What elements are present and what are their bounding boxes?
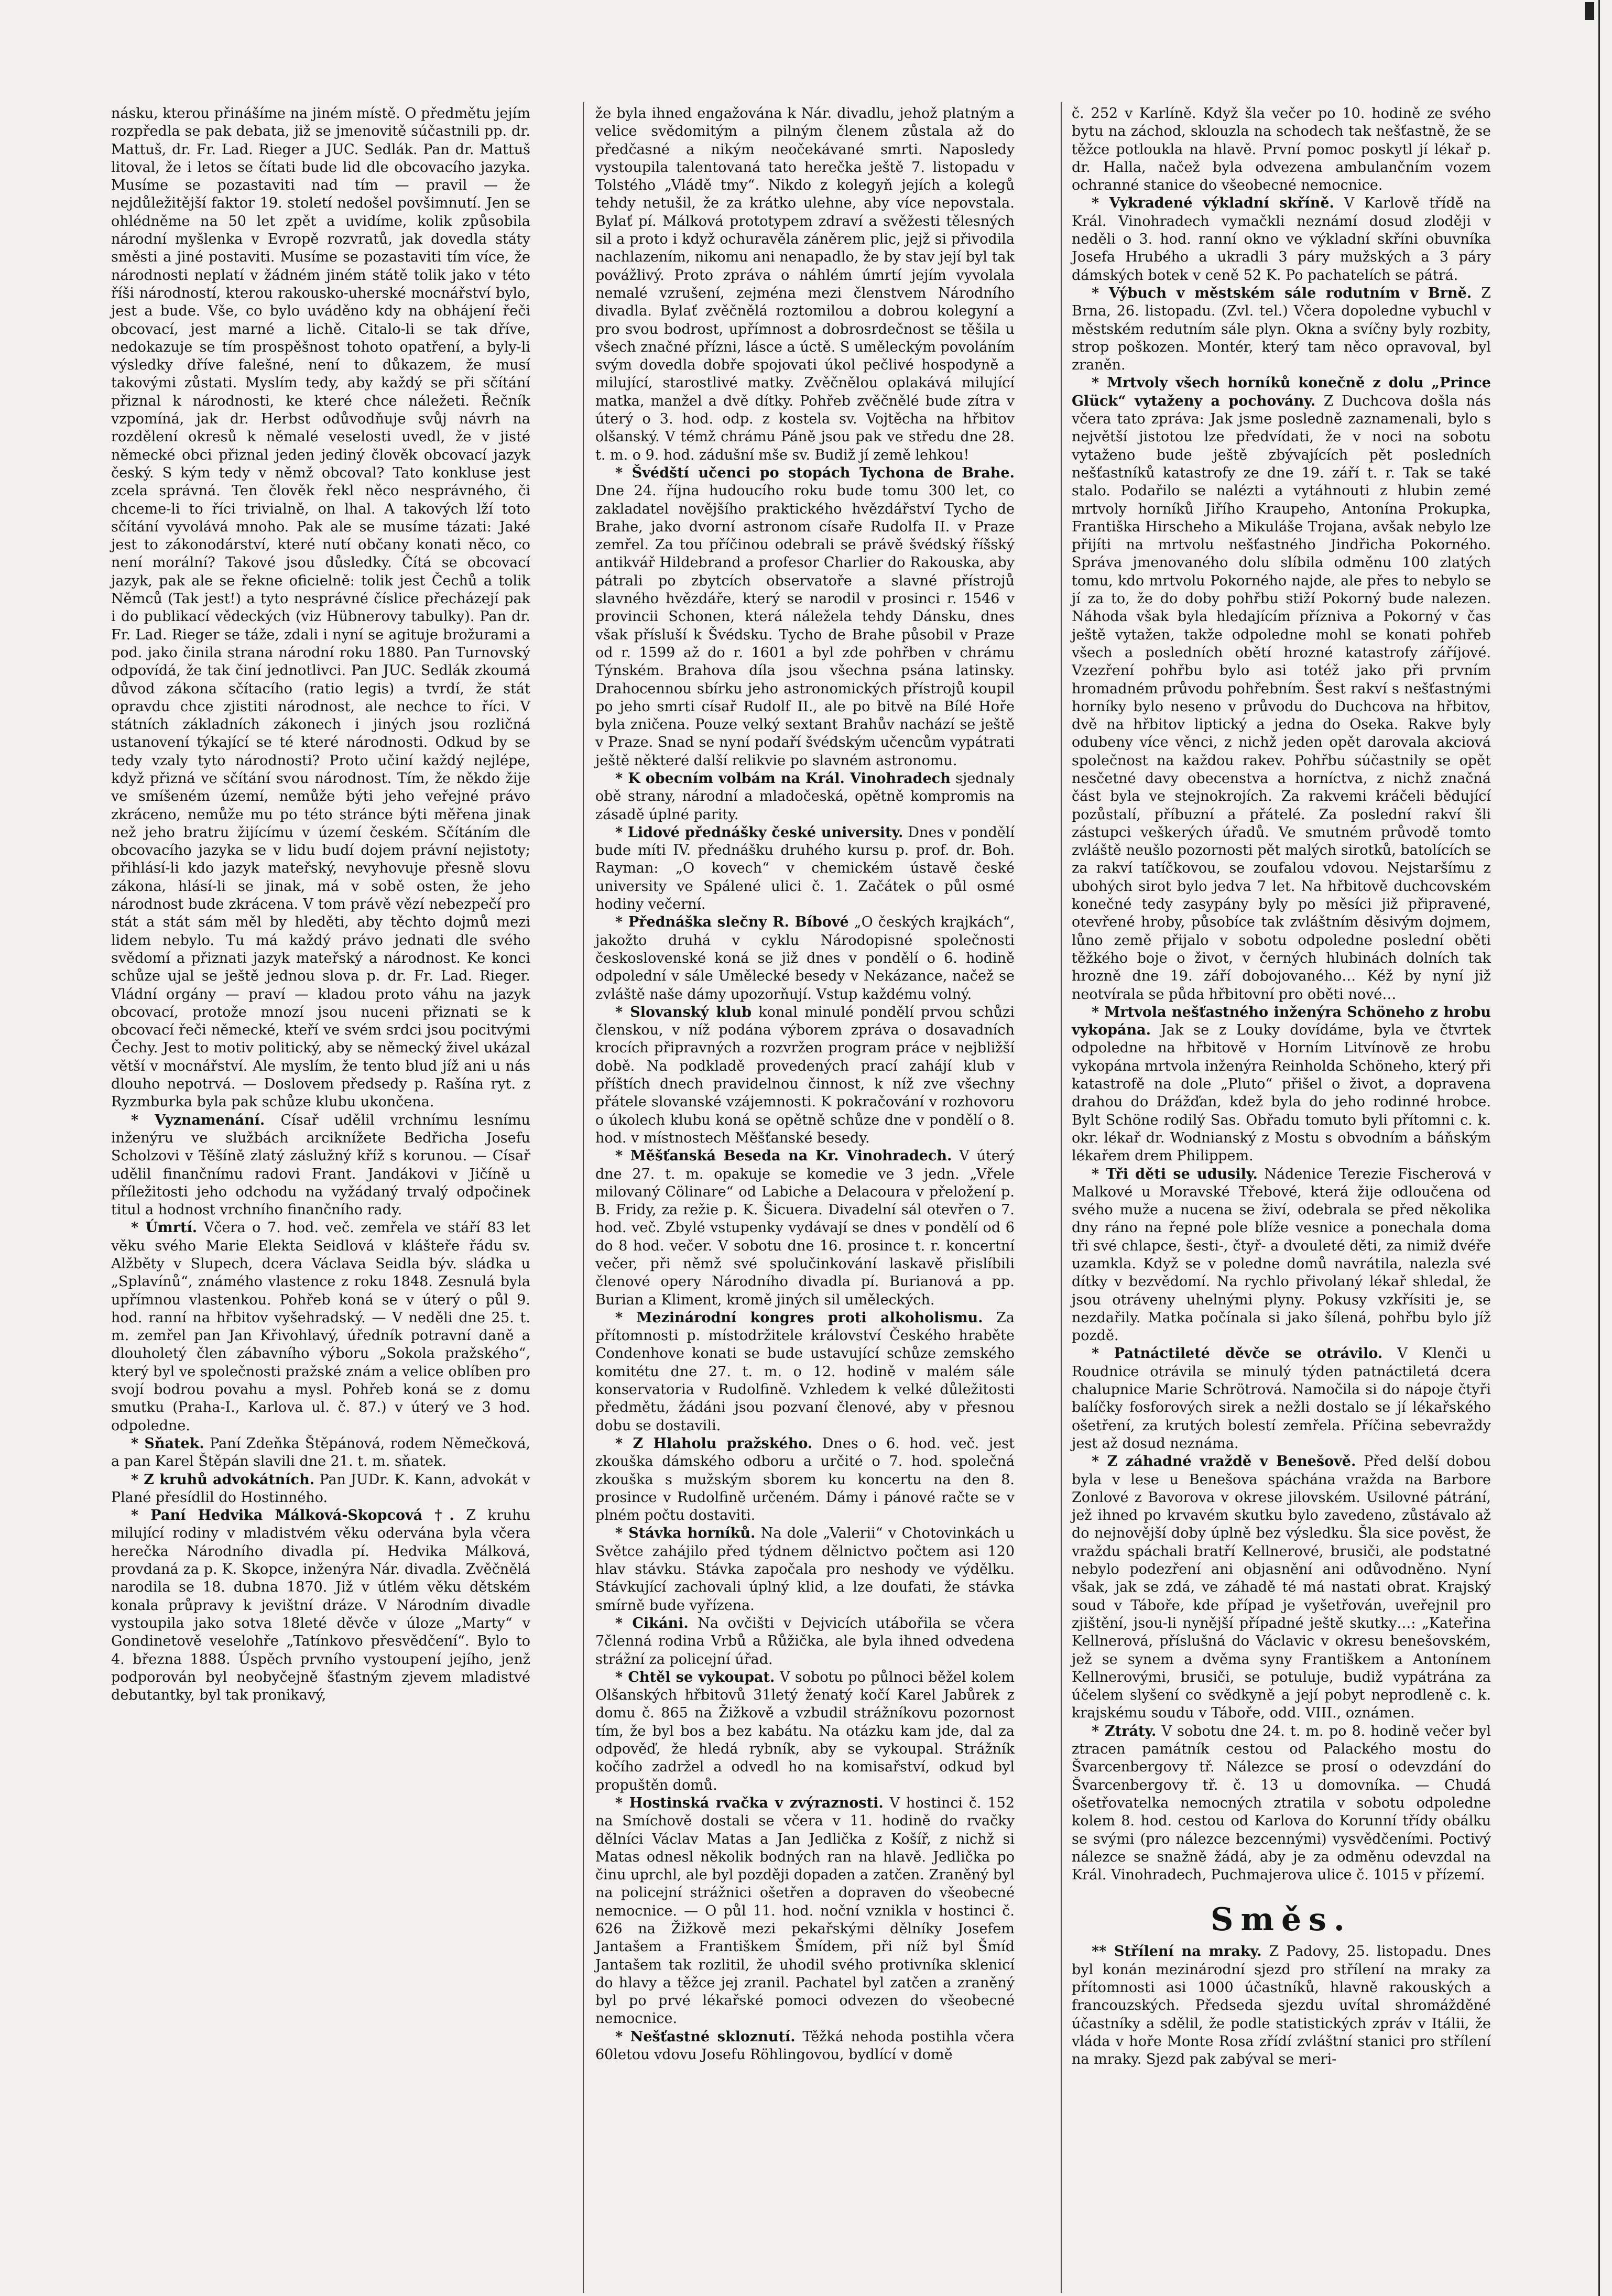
news-item xyxy=(111,1507,530,1704)
news-item xyxy=(111,1435,530,1471)
news-item xyxy=(595,1004,1015,1147)
column-1 xyxy=(111,105,530,1704)
news-item xyxy=(595,1435,1015,1525)
news-item xyxy=(595,824,1015,913)
news-item-heading: * Cikáni. xyxy=(615,1615,689,1631)
news-item xyxy=(595,1147,1015,1309)
news-item-body: V sobotu po půlnoci běžel kolem Olšanských hřbitovů 31letý ženatý kočí Karel Jabůrek z domu č. 865 na Žižkově a vzbudil strážníkovu pozornost tím, že byl bos a bez kabátu. Na otázku kam jde, dal za odpověď, že hledá rybník, aby se vykoupal. Strážník kočího zadržel a odvedl ho na komisařství, odkud byl propuštěn domů. xyxy=(595,1669,1015,1793)
news-item xyxy=(111,1471,530,1507)
news-item xyxy=(595,2028,1015,2064)
news-item-body: Dne 24. října hudoucího roku bude tomu 300 let, co zakladatel novějšího praktického hvězdářství Tycho de Brahe, jako dvorní astronom císaře Rudolfa II. v Praze zemřel. Za tou příčinou odebrali se právě švédský říšský antikvář Hildebrand a profesor Charlier do Rakouska, aby pátrali po zbytcích observatoře a slavné přístrojů slavného hvězdáře, který se narodil v prosinci r. 1546 v provincii Schonen, která náležela tehdy Dánsku, dnes však přísluší k Švédsku. Tycho de Brahe působil v Praze od r. 1599 až do r. 1601 a byl zde pohřben v chrámu Týnském. Brahova díla jsou všechna psána latinsky. Drahocennou sbírku jeho astronomických přístrojů koupil po jeho smrti císař Rudolf II., ale po bitvě na Bílé Hoře byla zničena. Pouze velký sextant Brahův nachází se ještě v Praze. Snad se nyní podaří švédským učencům vypátrati ještě některé další relikvie po slavném astronomu. xyxy=(595,483,1015,769)
news-item-heading: * Paní Hedvika Málková-Skopcová †. xyxy=(131,1507,454,1524)
news-item-body: Na dole „Valerii“ v Chotovinkách u Světce zahájilo před týdnem dělnictvo počtem asi 120 hlav stávku. Stávka započala pro neshody ve výdělku. Stávkující zachovali úplný klid, a lze doufati, že stávka smírně bude vyřízena. xyxy=(595,1525,1015,1614)
news-item-heading: * Sňatek. xyxy=(131,1435,204,1452)
news-item-body: Z Brna, 26. listopadu. (Zvl. tel.) Včera dopoledne vybuchl v městském redutním sále plyn. Okna a svíčny byly rozbity, strop poškozen. Montér, který tam něco opravoval, byl zraněn. xyxy=(1072,285,1491,374)
news-item-heading: * Lidové přednášky české university. xyxy=(615,824,903,841)
news-item-heading: * Vyznamenání. xyxy=(131,1112,265,1128)
news-item-body: konal minulé pondělí prvou schůzi členskou, v níž podána výborem zpráva o dosavadních krocích připravných a rozvržen program práce v nejbližší době. Na podkladě provedených prací zahájí klub v příštích dnech pravidelnou činnost, k níž zve všechny přátele slovanské vzájemnosti. K pokračování v rozhovoru o úkolech klubu koná se opětně schůze dne v pondělí o 8. hod. v místnostech Měšťanské besedy. xyxy=(595,1004,1015,1146)
news-item xyxy=(1072,1723,1491,1885)
news-item-body: Na ovčišti v Dejvicích utábořila se včera 7členná rodina Vrbů a Růžička, ale byla ihned odvedena strážní za policejní úřad. xyxy=(595,1615,1015,1668)
news-item-heading: * Úmrtí. xyxy=(131,1220,198,1236)
news-item-heading: * Švédští učenci po stopách Tychona de Brahe. xyxy=(615,464,1015,481)
news-item xyxy=(1072,1943,1491,2069)
news-item-heading: * Stávka horníků. xyxy=(615,1525,756,1542)
news-item xyxy=(1072,1004,1491,1166)
news-item-heading: * Mezinárodní kongres proti alkoholismu. xyxy=(615,1309,983,1326)
news-item-body: Před delší dobou byla v lese u Benešova spáchána vražda na Barbore Zonlové z Bavorova v okrese jilovském. Usilovné pátrání, jež ihned po krvavém skutku bylo zavedeno, zůstávalo až do nejnovější doby úplně bez výsledku. Šla sice pověst, že vraždu spáchali bratří Kellnerové, brusiči, ale podstatné nebylo podezření ani objasnění ani odůvodněno. Nyní však, jak se zdá, ve záhadě té má nastati obrat. Krajský soud v Táboře, kde případ je vyšetřován, uveřejnil pro zjištění, jsou-li nynější případné ještě skutky…: „Kateřina Kellnerová, příslušná do Václavic v okresu benešovském, jež se synem a dvěma syny Františkem a Antonínem Kellnerovými, brusiči, se potuluje, budiž vypátrána za účelem slyšení co svědkyně a její pobyt neprodleně c. k. krajskému soudu v Táboře, odd. VIII., oznámen. xyxy=(1072,1453,1491,1722)
news-item-body: Za přítomnosti p. místodržitele království Českého hraběte Condenhove konati se bude ustavující schůze zemského komitétu dne 27. t. m. o 12. hodině v malém sále konservatoria v Rudolfině. Vzhledem k velké důležitosti předmětu, žádáni jsou pozvaní členové, aby v přesnou dobu se dostavili. xyxy=(595,1309,1015,1434)
news-item xyxy=(1072,374,1491,1003)
news-items xyxy=(1072,194,1491,1884)
news-item xyxy=(595,1309,1015,1435)
news-item-body: Z kruhu milující rodiny v mladistvém věku odervána byla včera herečka Národního divadla pí. Hedvika Málková, provdaná za p. K. Skopce, inženýra Nár. divadla. Zvěčnělá narodila se 18. dubna 1870. Již v útlém věku dětském konala průpravy k jevištní dráze. V Národním divadle vystoupila jako sotva 18leté děvče v úloze „Marty“ v Gondinetově veselohře „Tatínkovo přesvědčení“. Bylo to 4. března 1888. Úspěch prvního vystoupení jejího, jenž podporován byl neobyčejně šťastným zjevem mladistvé debutantky, byl tak pronikavý, xyxy=(111,1507,530,1704)
news-item-body: V Karlově třídě na Král. Vinohradech vymačkli neznámí dosud zloději v neděli o 3. hod. ranní okno ve výkladní skříni obuvníka Josefa Hrubého a ukradli 3 páry mužských a 3 páry dámských botek v ceně 52 K. Po pachatelích se pátrá. xyxy=(1072,195,1491,284)
news-item xyxy=(1072,1345,1491,1453)
news-item-body: Z Duchcova došla nás včera tato zpráva: Jak jsme posledně zaznamenali, bylo s největší jistotou lze předvídati, že v noci na sobotu vytaženo bude ještě zbývajících pět posledních nešťastníků katastrofy ze dne 19. září t. r. Tak se také stalo. Podařilo se nalézti a vytáhnouti z hlubin zemé mrtvoly horníků Jiřího Kraupeho, Antonína Prokupka, Františka Hirscheho a Mikuláše Trojana, avšak nebylo lze přijíti na mrtvolu nešťastného Jindřicha Pokorného. Správa jmenovaného dolu slíbila odměnu 100 zlatých tomu, kdo mrtvolu Pokorného najde, ale přes to nebylo se jí za to, že do doby pohřbu stiží Pokorný bude nalezen. Náhoda však byla hledajícím přízniva a Pokorný v čas ještě vytažen, takže odpoledne mohl se konati pohřeb všech a posledních obětí hrozné katastrofy záříjové. Vzezření pohřbu bylo asi totéž jako při prvním hromadném průvodu pohřebním. Šest rakví s nešťastnými horníky bylo neseno v průvodu do Duchcova na hřbitov, dvě na hřbitov liptický a jedna do Oseka. Rakve byly odubeny více věnci, z nichž jeden opět darovala akciová společnost na každou rakev. Pohřbu súčastnily se opět nesčetné davy obecenstva a horníctva, z nichž značná část byla ve stejnokrojích. Za rakvemi kráčeli bědující pozůstalí, příbuzní a přátelé. Za poslední rakví šli zástupci veškerých úřadů. Ve smutném průvodě tomto zvláště neušlo pozornosti pět malých sirotků, batolících se za rakví tatíčkovou, se zoufalou vdovou. Nejstaršímu z ubohých sirot bylo jedva 7 let. Na hřbitově duchcovském konečné tedy zasypány byly po měsíci již připravené, otevřené hroby, působíce tak zvláštním děsivým dojmem, lůno země přijalo v sobotu odpoledne poslední oběti těžkého boje o život, v černých hlubinách dolních tak hrozně dne 19. září dobojovaného… Kéž by nyní již neotvírala se půda hřbitovní pro oběti nové… xyxy=(1072,393,1491,1003)
news-item-body: Císař udělil vrchnímu lesnímu inženýru ve službách arciknížete Bedřicha Josefu Scholzovi v Těšíně zlatý záslužný kříž s korunou. — Císař udělil finančnímu radovi Frant. Jandákovi v Jičíně u příležitosti jeho odchodu na vyžádaný trvalý odpočinek titul a hodnost vrchního finančního rady. xyxy=(111,1112,530,1218)
news-item-body: Těžká nehoda postihla včera 60letou vdovu Josefu Röhlingovou, bydlící v domě xyxy=(595,2028,1015,2063)
article-continuation: že byla ihned engažována k Nár. divadlu, jehož platným a velice svědomitým a pilným členem zůstala až do předčasné a nikým neočekávané smrti. Naposledy vystoupila talentovaná tato herečka ještě 7. listopadu v Tolstého „Vládě tmy“. Nikdo z kolegyň jejích a kolegů tehdy netušil, že za krátko ulehne, aby více nepovstala. Bylať pí. Málková prototypem zdraví a svěžesti tělesných sil a proto i když ochuravěla záněrem plic, jejž si přivodila nachlazením, nikomu ani nenapadlo, že by stav její byl tak povážlivý. Proto zpráva o náhlém úmrtí jejím vyvolala nemalé vzrušení, zejména mezi členstvem Národního divadla. Bylať zvěčnělá roztomilou a dobrou kolegyní a pro svou bodrost, upřímnost a dobrosrdečnost se těšila u všech značné přízni, lásce a úctě. S uměleckým povoláním svým dovedla dobře spojovati úkol pečlivé hospodyně a milující, starostlivé matky. Zvěčnělou oplakává milující matka, manžel a dvě dítky. Pohřeb zvěčnělé bude zítra v úterý o 3. hod. odp. z kostela sv. Vojtěcha na hřbitov olšanský. V témž chrámu Páně jsou pak ve středu dne 28. t. m. o 9. hod. zádušní mše sv. Budiž jí země lehkou! xyxy=(595,105,1015,463)
news-item-body: V sobotu dne 24. t. m. po 8. hodině večer byl ztracen památník cestou od Palackého mostu do Švarcenbergovy tř. Nálezce se prosí o odevzdání do Švarcenbergovy tř. č. 13 u domovníka. — Chudá ošetřovatelka nemocných ztratila v sobotu odpoledne kolem 8. hod. cestou od Karlova do Korunní třídy obálku se svými (pro nálezce bezcennými) vysvědčeními. Poctivý nálezce se snažně žádá, aby je za odměnu odevzdal na Král. Vinohradech, Puchmajerova ulice č. 1015 v přízemí. xyxy=(1072,1723,1491,1884)
news-item xyxy=(1072,194,1491,284)
news-item-heading: * Nešťastné skloznutí. xyxy=(615,2028,796,2045)
news-item-body: „O českých krajkách“, jakožto druhá v cyklu Národopisné společnosti československé koná se již dnes v pondělí o 6. hodině odpolední v sále Umělecké besedy v Nekázance, načež se zvláště naše dámy upozorňují. Vstup každému volný. xyxy=(595,914,1015,1003)
news-item-heading: * Patnáctileté děvče se otrávilo. xyxy=(1092,1345,1383,1362)
news-item-heading: * Přednáška slečny R. Bíbové xyxy=(615,914,849,931)
news-item xyxy=(1072,285,1491,374)
news-item-heading: * Z záhadné vraždě v Benešově. xyxy=(1092,1453,1356,1470)
column-3 xyxy=(1072,105,1491,2069)
news-item-heading: * Hostinská rvačka v zvýraznosti. xyxy=(615,1794,884,1811)
news-item-heading: * Ztráty. xyxy=(1092,1723,1157,1739)
news-item xyxy=(595,1794,1015,2028)
news-item xyxy=(1072,1453,1491,1722)
news-item xyxy=(1072,1166,1491,1345)
news-item-body: V úterý dne 27. t. m. opakuje se komedie ve 3 jedn. „Vřele milovaný Cölinare“ od Labiche a Delacoura v přeložení p. B. Fridy, za režie p. K. Šicuera. Divadelní sál otevřen o 7. hod. več. Zbylé vstupenky vydávají se dnes v pondělí od 6 do 8 hod. večer. V sobotu dne 16. prosince t. r. koncertní večer, při němž své spolučinkování laskavě přislíbili členové opery Národního divadla pí. Burianová a pp. Burian a Kliment, kromě jiných sil uměleckých. xyxy=(595,1148,1015,1308)
news-item-body: V Klenči u Roudnice otrávila se minulý týden patnáctiletá dcera chalupnice Marie Schrötrová. Namočila si do nápoje čtyři balíčky fosforových sirek a nežli dostalo se jí lékařského ošetření, za krutých bolestí zemřela. Příčina sebevraždy jest až dosud neznáma. xyxy=(1072,1345,1491,1452)
news-item xyxy=(595,1525,1015,1614)
news-item-heading: * Výbuch v městském sále rodutním v Brně. xyxy=(1092,285,1472,301)
news-items xyxy=(595,464,1015,2064)
news-item xyxy=(595,464,1015,770)
news-item-body: Paní Zdeňka Štěpánová, rodem Němečková, a pan Karel Štěpán slavili dne 21. t. m. sňatek. xyxy=(111,1435,530,1470)
article-continuation: č. 252 v Karlíně. Když šla večer po 10. hodině ze svého bytu na záchod, sklouzla na schodech tak nešťastně, že se těžce potloukla na hlavě. První pomoc poskytl jí lékař p. dr. Halla, načež byla odvezena ambulančním vozem ochranné stanice do všeobecné nemocnice. xyxy=(1072,105,1491,194)
news-item-heading: * Tři děti se udusily. xyxy=(1092,1166,1258,1182)
news-item-body: V hostinci č. 152 na Smíchově dostali se včera v 11. hodině do rvačky dělníci Václav Matas a Jan Jedlička z Košíř, z nichž si Matas odnesl několik bodných ran na hlavě. Jedlička po činu uprchl, ale byl později dopaden a zatčen. Zraněný byl na policejní strážnici ošetřen a dopraven do všeobecné nemocnice. — O půl 11. hod. noční vznikla v hostinci č. 626 na Žižkově mezi pekařskými dělníky Josefem Jantašem a Františkem Šmídem, při níž byl Šmíd Jantašem tak rozlitil, že uhodil svého protivníka sklenicí do hlavy a těžce jej zranil. Pachatel byl zatčen a zraněný byl po prvé lékařské pomoci odvezen do všeobecné nemocnice. xyxy=(595,1794,1015,2027)
news-item xyxy=(595,1669,1015,1794)
news-item-body: Včera o 7. hod. več. zemřela ve stáří 83 let věku svého Marie Elekta Seidlová v klášteře řádu sv. Alžběty v Slupech, dcera Václava Seidla býv. sládka u „Splavínů“, známého vlastence z roku 1848. Zesnulá byla upřímnou vlastenkou. Pohřeb koná se v úterý o půl 9. hod. ranní na hřbitov vyšehradský. — V neděli dne 25. t. m. zemřel pan Jan Křivohlavý, úředník potravní daně a dlouholetý člen zábavního výboru „Sokola pražského“, který byl ve společnosti pražské znám a velice oblíben pro svojí bodrou povahu a mysl. Pohřeb koná se z domu smutku (Praha-I., Karlova ul. č. 87.) v úterý ve 3 hod. odpoledne. xyxy=(111,1220,530,1434)
news-items xyxy=(111,1112,530,1705)
news-item-heading: * Z kruhů advokátních. xyxy=(131,1471,315,1488)
article-continuation: násku, kterou přinášíme na jiném místě. O předmětu jejím rozpředla se pak debata, již se jmenovitě súčastnili pp. dr. Mattuš, dr. Fr. Lad. Rieger a JUC. Sedlák. Pan dr. Mattuš litoval, že i letos se čítati bude lid dle obcovacího jazyka. Musíme se pozastaviti nad tím — pravil — že nejdůležitější faktor 19. století nedošel povšimnutí. Jen se ohlédněme na 50 let zpět a uvidíme, kolik způsobila národní myšlenka v Evropě rozvratů, jak dovedla státy směsti a jiné postaviti. Musíme se pozastaviti tím více, že národnosti neplatí v žádném jiném státě tolik jako v této říši národností, kterou rakousko-uherské mocnářství bylo, jest a bude. Vše, co bylo uváděno kdy na obhájení řeči obcovací, jest marné a lichě. Citalo-li se tak dříve, nedokazuje se tím prospěšnost tohoto opatření, a byly-li výsledky dříve falešné, není to důkazem, že musí takovými zůstati. Myslím tedy, aby každý se při sčítání přiznal k národnosti, ke které chce náležeti. Řečník vzpomíná, jak dr. Herbst odůvodňuje svůj návrh na rozdělení okresů k němalé veselosti uvedl, že v jisté německé obci přiznal jeden jediný člověk obcovací jazyk český. S kým tedy v němž obcoval? Tato konkluse jest zcela správná. Ten člověk řekl něco nesprávného, či chceme-li to říci trivialně, on lhal. A takových lží toto sčítání vyvolává mnoho. Pak ale se musíme tázati: Jaké jest to zákonodárství, které nutí občany konati něco, co není morální? Takové jsou důsledky. Čítá se obcovací jazyk, pak ale se řekne oficielně: tolik jest Čechů a tolik Němců (Tak jest!) a tyto nesprávné číslice přecházejí pak i do publikací vědeckých (viz Hübnerovy tabulky). Pan dr. Fr. Lad. Rieger se táže, zdali i nyní se agituje brožurami a pod. jako činila strana národní roku 1880. Pan Turnovský odpovídá, že tak činí jednotlivci. Pan JUC. Sedlák zkoumá důvod zákona sčítacího (ratio legis) a tvrdí, že stát opravdu chce zjistiti národnost, ale nechce to říci. V státních základních zákonech i jiných jsou rozličná ustanovení týkající se té které národnosti. Odkud by se tedy vzaly tyto národnosti? Proto učiní každý nejlépe, když přizná ve sčítání svou národnost. Tím, že někdo žije ve smíšeném území, nemůže býti jeho veřejné právo zkráceno, nemůže mu po této stránce býti měřena jinak než jeho bratru žijícímu v území českém. Sčítáním dle obcovacího jazyka se v lidu budí dojem právní nejistoty; přihlásí-li kdo jazyk mateřský, nevyhovuje přesně slovu zákona, hlásí-li se jinak, má v sobě osten, že jeho národnost bude zkrácena. V tom právě vězí nebezpečí pro stát a stát sám měl by hleděti, aby těchto dojmů mezi lidem nebylo. Tu má každý právo jednati dle svého svědomí a přiznati jazyk mateřský a národnost. Ke konci schůze ujal se ještě jednou slova p. dr. Fr. Lad. Rieger. Vládní orgány — praví — kladou proto váhu na jazyk obcovací, protože mnozí jsou nuceni přiznati se k obcovací řeči německé, kteří ve svém srdci jsou pocitvými Čechy. Jest to motiv politický, aby se německý živel ukázal větší v mocnářství. Ale myslím, že tento blud jíž ani u nás dlouho nepotrvá. — Doslovem předsedy p. Rašína ryt. z Ryzmburka byla pak schůze klubu ukončena. xyxy=(111,105,530,1111)
news-item xyxy=(595,913,1015,1003)
news-item-heading: ** Střílení na mraky. xyxy=(1092,1943,1262,1960)
news-item-heading: * Mrtvola nešťastného inženýra Schöneho z hrobu vykopána. xyxy=(1072,1004,1491,1039)
news-item-body: sjednaly obě strany, národní a mladočeská, opětně kompromis na zásadě úplné parity. xyxy=(595,770,1015,823)
news-item-heading: * Z Hlaholu pražského. xyxy=(615,1435,813,1452)
column-2 xyxy=(595,105,1015,2064)
news-item-body: Dnes o 6. hod. več. jest zkouška dámského odboru a určité o 7. hod. společná zkouška s mužským sborem ku koncertu na den 8. prosince v Rudolfině určeném. Dámy i pánové račte se v plném počtu dostaviti. xyxy=(595,1435,1015,1524)
section-title: Směs. xyxy=(1211,1901,1352,1939)
news-item xyxy=(595,1615,1015,1669)
news-item-heading: * Měšťanská Beseda na Kr. Vinohradech. xyxy=(615,1148,952,1165)
column-divider xyxy=(583,102,584,2293)
news-item-body: Z Padovy, 25. listopadu. Dnes byl konán mezinárodní sjezd pro střílení na mraky za přítomnosti asi 1000 účastníků, hlavně rakouských a francouzských. Předseda sjezdu uvítal shromážděné účastníky a sdělil, že podle statistických zpráv v Itálii, že vláda v hoře Monte Rosa zřídí zvláštní stanici pro střílení na mraky. Sjezd pak zabýval se meri- xyxy=(1072,1943,1491,2068)
news-item-heading: * Vykradené výkladní skříně. xyxy=(1092,195,1334,212)
news-item-heading: * Chtěl se vykoupat. xyxy=(615,1669,775,1685)
page-edge-rule xyxy=(1598,0,1600,2296)
news-item-heading: * Mrtvoly všech horníků konečně z dolu „Prince Glück“ vytaženy a pochovány. xyxy=(1072,375,1491,409)
news-item-heading: * Slovanský klub xyxy=(615,1004,751,1020)
news-item xyxy=(595,770,1015,824)
news-item xyxy=(111,1112,530,1220)
news-item xyxy=(111,1219,530,1435)
news-item-body: Pan JUDr. K. Kann, advokát v Plané přesídlil do Hostinného. xyxy=(111,1471,530,1506)
corner-mark xyxy=(1585,2,1594,20)
news-item-body: Nádenice Terezie Fischerová v Malkové u Moravské Třebové, která žije odloučena od svého muže a nucena se živí, odebrala se před několika dny ráno na řepné pole blíže vesnice a ponechala doma tři své chlapce, šesti-, čtyř- a dvouleté děti, za nimiž dvéře uzamkla. Když se v poledne domů navrátila, nalezla své dítky v bezvědomí. Na rychlo přivolaný lékař shledal, že jsou otráveny uhelnými plyny. Pokusy vzkřísiti je, se nezdařily. Matka počínala si jako šílená, pohřbu bylo jíž pozdě. xyxy=(1072,1166,1491,1344)
news-item-heading: * K obecním volbám na Král. Vinohradech xyxy=(615,770,951,787)
news-item-body: Jak se z Louky dovídáme, byla ve čtvrtek odpoledne na hřbitově v Horním Litvínově ze hrobu vykopána mrtvola inženýra Reinholda Schöneho, který při katastrofě na dole „Pluto“ přišel o život, a dopravena drahou do Drážďan, kdež byla do jeho rodinné hrobce. Bylt Schöne rodilý Sas. Obřadu tomuto byli přítomni c. k. okr. lékař dr. Wodnianský z Mostu s obvodním a báňským lékařem drem Philippem. xyxy=(1072,1022,1491,1165)
news-item-body: Dnes v pondělí bude míti IV. přednášku druhého kursu p. prof. dr. Boh. Rayman: „O kovech“ v chemickém ústavě české university ve Spálené ulici č. 1. Začátek o půl osmé hodiny večerní. xyxy=(595,824,1015,913)
column-divider xyxy=(1061,102,1062,2293)
